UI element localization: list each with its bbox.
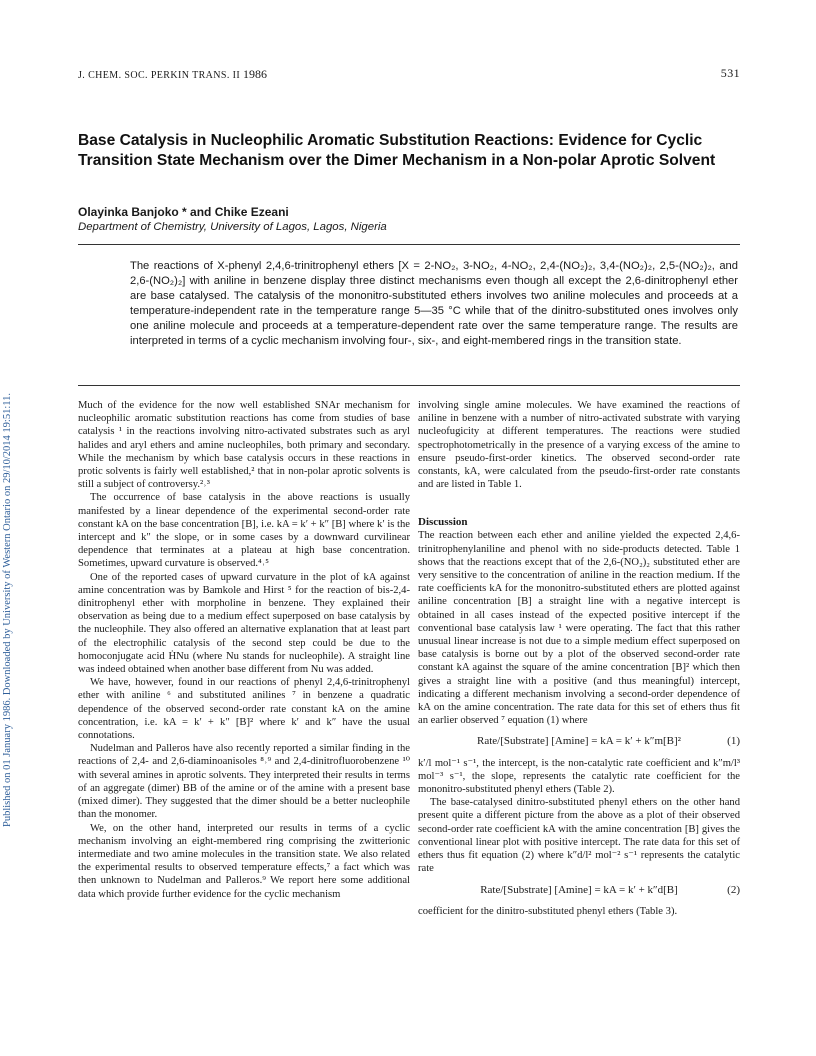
body-paragraph: Much of the evidence for the now well established SNAr mechanism for nucleophilic aromatic substitution reactions has come from studies of base catalysis ¹ in the reactions involving nitro-activated substrates such as aryl halides and aryl ethers and amine nucleophiles, both primary and secondary. While the mechanism by which base catalysis occurs in these reactions in protic solvents is fairly well established,² that in non-polar aprotic solvents is still a subject of controversy.²˒³ — [78, 400, 410, 491]
discussion-heading: Discussion — [418, 516, 468, 529]
download-notice-text: Published on 01 January 1986. Downloaded by University of Western Ontario on 29/10/2014 19:51:11. — [2, 393, 13, 827]
journal-name: J. CHEM. SOC. PERKIN TRANS. II 1986 — [78, 67, 268, 81]
running-header — [78, 66, 740, 82]
equation-2 — [418, 884, 740, 897]
body-paragraph: involving single amine molecules. We have examined the reactions of aniline in benzene with a number of nitro-activated substrate with varying nucleofugicity at different temperatures. The reactions were studied spectrophotometrically in the presence of a varying excess of the amine to ensure pseudo-first-order kinetics. The observed second-order rate constants, kA, were calculated from the pseudo-first-order rate constants and are listed in Table 1. — [418, 400, 740, 491]
header-divider — [78, 244, 740, 245]
body-paragraph: k′/l mol⁻¹ s⁻¹, the intercept, is the non-catalytic rate coefficient and k″m/l³ mol⁻³ s⁻¹, the slope, represents the catalytic rate coefficient for the mononitro-substituted phenyl ethers (Table 2). — [418, 757, 740, 796]
body-paragraph: Nudelman and Palleros have also recently reported a similar finding in the reactions of 2,4- and 2,6-diaminoanisoles ⁸˒⁹ and 2,4-dinitrofluorobenzene ¹⁰ with several amines in aprotic solvents. They interpreted their results in terms of an aggregate (dimer) BB of the amine or of the amine with a present base (mixed dimer). They suggested that the dimer should be a better nucleophile than the monomer. — [78, 743, 410, 821]
download-notice-sidebar — [2, 393, 22, 827]
equation-2-text: Rate/[Substrate] [Amine] = kA = k′ + k″d[B] — [480, 883, 678, 896]
article-authors: Olayinka Banjoko * and Chike Ezeani — [78, 205, 289, 219]
right-column — [418, 399, 740, 918]
page-number: 531 — [720, 66, 740, 80]
body-paragraph: One of the reported cases of upward curvature in the plot of kA against amine concentration was by Bamkole and Hirst ⁵ for the reaction of bis-2,4-dinitrophenyl ether with morpholine in benzene. They explained their observation as being due to a medium effect superposed on base catalysis by the nucleophile. They also offered an alternative explanation that at least part of the electrophilic catalysis of the second step could be due to the homoconjugate acid ḢNu (where Nu stands for nucleophile). A straight line was indeed obtained when another base different from Nu was added. — [78, 571, 410, 676]
body-paragraph: The base-catalysed dinitro-substituted phenyl ethers on the other hand present quite a different picture from the above as a plot of their observed second-order rate coefficient kA with the amine concentration [B] gives the conventional linear plot with positive intercept. The rate data for this set of ethers thus fit equation (2) where k″d/l² mol⁻² s⁻¹ represents the catalytic rate — [418, 797, 740, 875]
equation-1-text: Rate/[Substrate] [Amine] = kA = k′ + k″m[B]² — [477, 735, 681, 748]
abstract: The reactions of X-phenyl 2,4,6-trinitrophenyl ethers [X = 2-NO₂, 3-NO₂, 4-NO₂, 2,4-(NO₂)₂, 3,4-(NO₂)₂, 2,5-(NO₂)₂, and 2,6-(NO₂)₂] with aniline in benzene display three distinct mechanisms even though all except the 2,6-dinitrophenyl ether are base catalysed. The catalysis of the mononitro-substituted ethers involves two aniline molecules and proceeds at a temperature-independent rate in the temperature range 5—35 °C while that of the dinitro-substituted ones involves only one aniline molecule and proceeds at a temperature-dependent rate over the same temperature range. The results are interpreted in terms of a cyclic mechanism involving four-, six-, and eight-membered rings in the transition state. — [130, 260, 738, 347]
article-title: Base Catalysis in Nucleophilic Aromatic Substitution Reactions: Evidence for Cyclic Transition State Mechanism over the Dimer Mechanism in a Non-polar Aprotic Solvent — [78, 132, 716, 169]
author-affiliation: Department of Chemistry, University of Lagos, Lagos, Nigeria — [78, 221, 387, 233]
equation-1-number: (1) — [727, 735, 740, 748]
body-paragraph: coefficient for the dinitro-substituted phenyl ethers (Table 3). — [418, 905, 678, 917]
abstract-divider — [78, 385, 740, 386]
body-paragraph: We have, however, found in our reactions of phenyl 2,4,6-trinitrophenyl ether with aniline ⁶ and substituted anilines ⁷ in benzene a quadratic dependence of the observed second-order rate constant kA on the amine concentration, i.e. kA = k′ + k″ [B]² where k′ and k″ have the usual connotations. — [78, 677, 410, 742]
body-paragraph: We, on the other hand, interpreted our results in terms of a cyclic mechanism involving an eight-membered ring comprising the zwitterionic intermediate and two amine molecules in the transition state. We also related the experimental results to observed temperature effects,⁷ a fact which was then unknown to Nudelman and Palleros.⁹ We report here some additional data which provide further evidence for the cyclic mechanism — [78, 822, 410, 900]
body-paragraph: The occurrence of base catalysis in the above reactions is usually manifested by a linear dependence of the experimental second-order rate constant kA on the base concentration [B], i.e. kA = k′ + k″ [B] where k′ is the intercept and k″ the slope, or in some cases by a downward curvilinear dependence that terminates at a plateau at high base concentration. Sometimes, upward curvature is observed.⁴˒⁵ — [78, 492, 410, 570]
equation-1 — [418, 735, 740, 748]
journal-year: 1986 — [243, 67, 268, 81]
equation-2-number: (2) — [727, 883, 740, 896]
body-paragraph: The reaction between each ether and aniline yielded the expected 2,4,6-trinitrophenylaniline and phenol with no side-products detected. Table 1 shows that the reactions except that of the 2,6-(NO₂)₂ substituted ether are very sensitive to the concentration of aniline in the reaction medium. If the rate coefficients kA for the mononitro-substituted ethers are plotted against aniline concentration [B] a straight line with a negative intercept is obtained in all cases instead of the expected positive intercept if the conventional base catalysis law ¹ were operating. The fact that this rather unusual linear increase is not due to a simple medium effect superposed on base catalysis is borne out by a plot of the observed second-order rate constant kA against the square of the amine concentration [B]² which then gives a straight line with a positive (and thus meaningful) intercept, indicating a different mechanism involving a second-order dependence of kA on the amine concentration. The rate data for this set of ethers thus fit an earlier observed ⁷ equation (1) where — [418, 530, 740, 727]
left-column — [78, 399, 410, 901]
